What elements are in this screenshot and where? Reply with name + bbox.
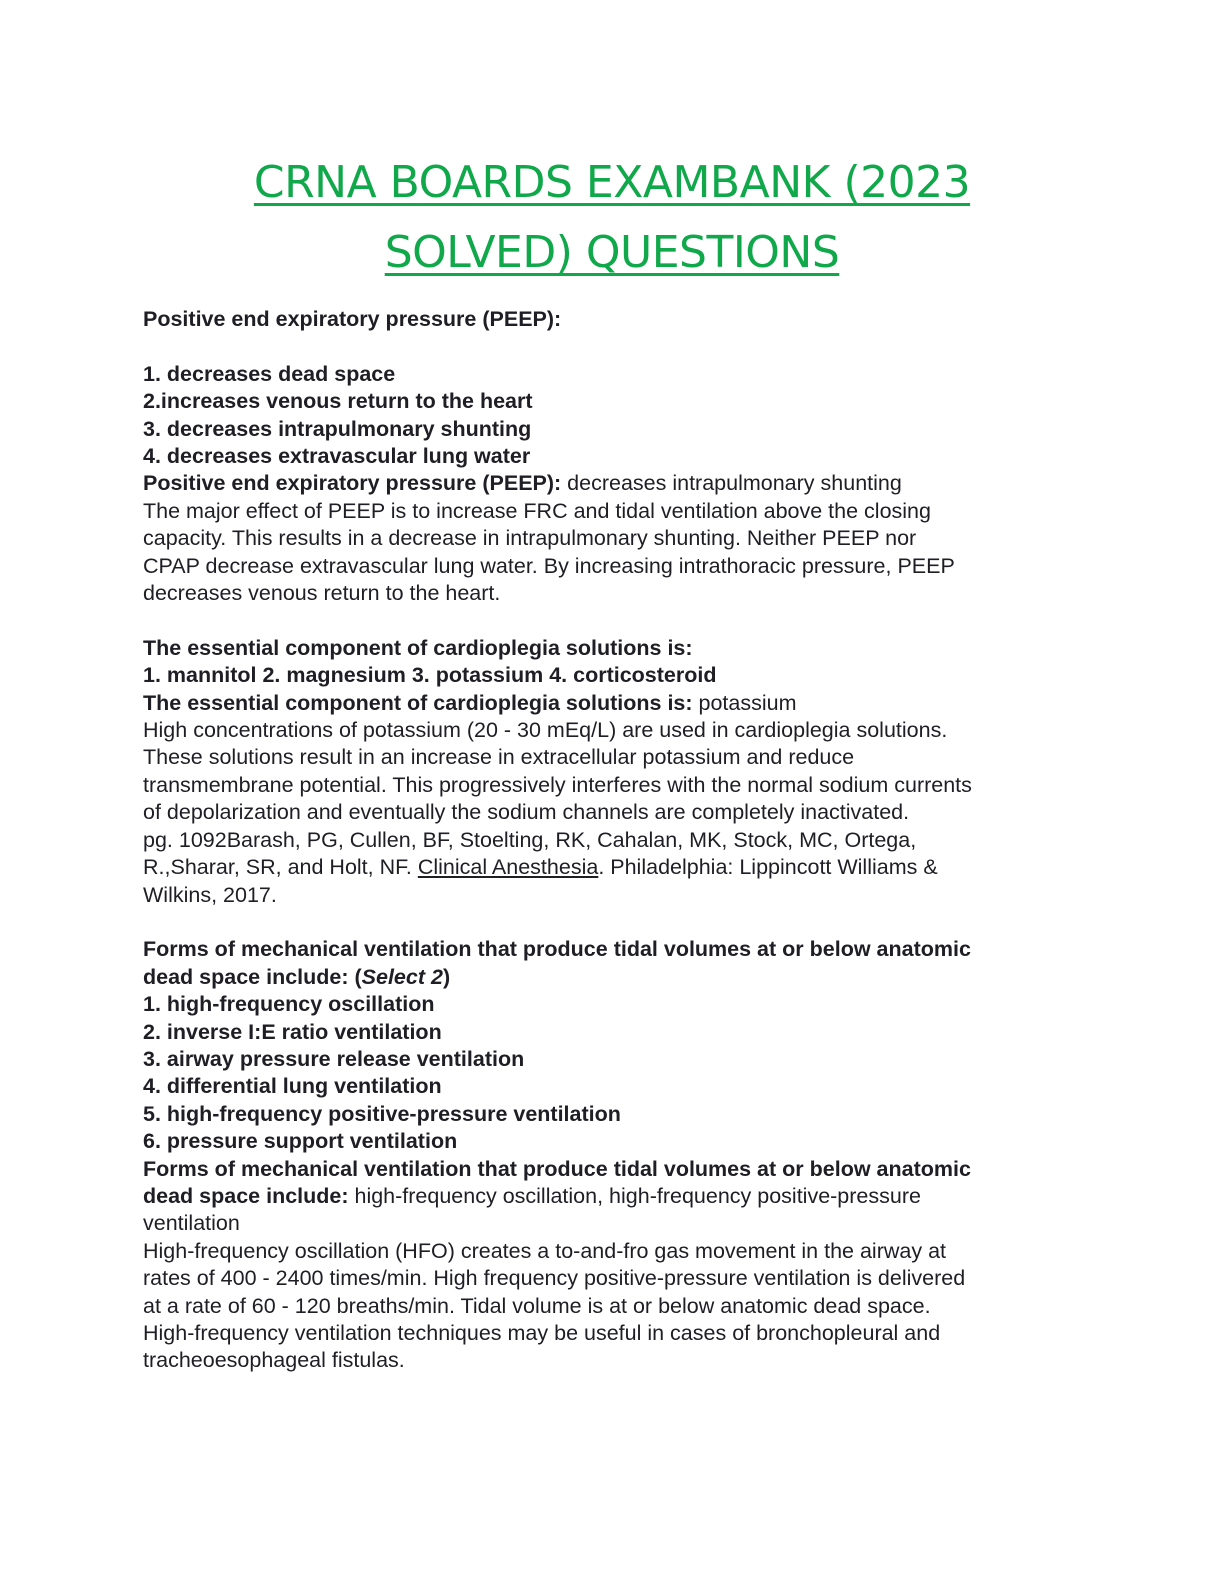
q1-option: 4. decreases extravascular lung water [143,444,531,469]
q2-explanation-line: of depolarization and eventually the sodium channels are completely inactivated. [143,800,910,825]
q3-answer-text: high-frequency oscillation, high-frequency positive-pressure [348,1183,921,1208]
q3-explanation-line: at a rate of 60 - 120 breaths/min. Tidal volume is at or below anatomic dead space. [143,1293,931,1318]
q3-option: 6. pressure support ventilation [143,1129,458,1154]
document-title [0,148,1224,288]
q2-answer-text: potassium [692,690,797,715]
q3-answer-prefix: dead space include: [143,1183,349,1208]
q3-answer-line: ventilation [143,1211,240,1236]
q2-citation-end: Wilkins, 2017. [143,882,277,907]
q2-question: The essential component of cardioplegia solutions is: [143,635,693,660]
q3-answer-line: Forms of mechanical ventilation that produce tidal volumes at or below anatomic [143,1156,971,1181]
title-line-2: SOLVED) QUESTIONS [384,227,840,278]
q3-answer-line [143,1183,1083,1210]
q1-answer-text: decreases intrapulmonary shunting [561,471,902,496]
q3-option: 2. inverse I:E ratio ventilation [143,1019,442,1044]
q3-explanation-line: tracheoesophageal fistulas. [143,1348,405,1373]
q2-explanation-line: pg. 1092Barash, PG, Cullen, BF, Stoelting, RK, Cahalan, MK, Stock, MC, Ortega, [143,827,917,852]
q3-option: 3. airway pressure release ventilation [143,1046,525,1071]
q2-answer [143,690,1083,717]
q2-explanation-line: These solutions result in an increase in extracellular potassium and reduce [143,745,855,770]
q3-option: 5. high-frequency positive-pressure ventilation [143,1101,621,1126]
q2-options: 1. mannitol 2. magnesium 3. potassium 4. corticosteroid [143,663,717,688]
q3-option: 1. high-frequency oscillation [143,992,435,1017]
q3-question-post: ) [442,964,451,989]
q1-explanation-line: capacity. This results in a decrease in intrapulmonary shunting. Neither PEEP nor [143,526,917,551]
q3-question-pre: dead space include: ( [143,964,362,989]
q2-citation [143,854,1083,881]
q1-explanation-line: CPAP decrease extravascular lung water. By increasing intrathoracic pressure, PEEP [143,553,955,578]
citation-authors: R.,Sharar, SR, and Holt, NF. [143,855,418,880]
q2-explanation-line: High concentrations of potassium (20 - 30 mEq/L) are used in cardioplegia solutions. [143,718,948,743]
q3-option: 4. differential lung ventilation [143,1074,442,1099]
q1-option: 2.increases venous return to the heart [143,389,533,414]
q1-question: Positive end expiratory pressure (PEEP): [143,307,562,331]
q2-explanation-line: transmembrane potential. This progressively interferes with the normal sodium currents [143,772,972,797]
q2-answer-prefix: The essential component of cardioplegia solutions is: [143,690,693,715]
q3-explanation-line: High-frequency ventilation techniques may be useful in cases of bronchopleural and [143,1320,941,1345]
q1-answer-prefix: Positive end expiratory pressure (PEEP): [143,471,562,496]
q3-select-note: Select 2 [361,964,443,989]
q3-question-line: Forms of mechanical ventilation that produce tidal volumes at or below anatomic [143,937,971,962]
document-body [143,306,1083,1375]
citation-publisher: . Philadelphia: Lippincott Williams & [598,855,938,880]
q1-explanation-line: The major effect of PEEP is to increase FRC and tidal ventilation above the closing [143,498,931,523]
q1-answer [143,470,1083,497]
title-line-1: CRNA BOARDS EXAMBANK (2023 [253,157,971,208]
q3-explanation-line: High-frequency oscillation (HFO) creates a to-and-fro gas movement in the airway at [143,1238,947,1263]
q3-explanation-line: rates of 400 - 2400 times/min. High frequency positive-pressure ventilation is delivered [143,1266,966,1291]
q1-option: 3. decreases intrapulmonary shunting [143,416,532,441]
q1-explanation-line: decreases venous return to the heart. [143,581,501,606]
q1-option: 1. decreases dead space [143,361,396,386]
citation-book-title: Clinical Anesthesia [417,855,599,880]
q3-question-line [143,964,1083,991]
